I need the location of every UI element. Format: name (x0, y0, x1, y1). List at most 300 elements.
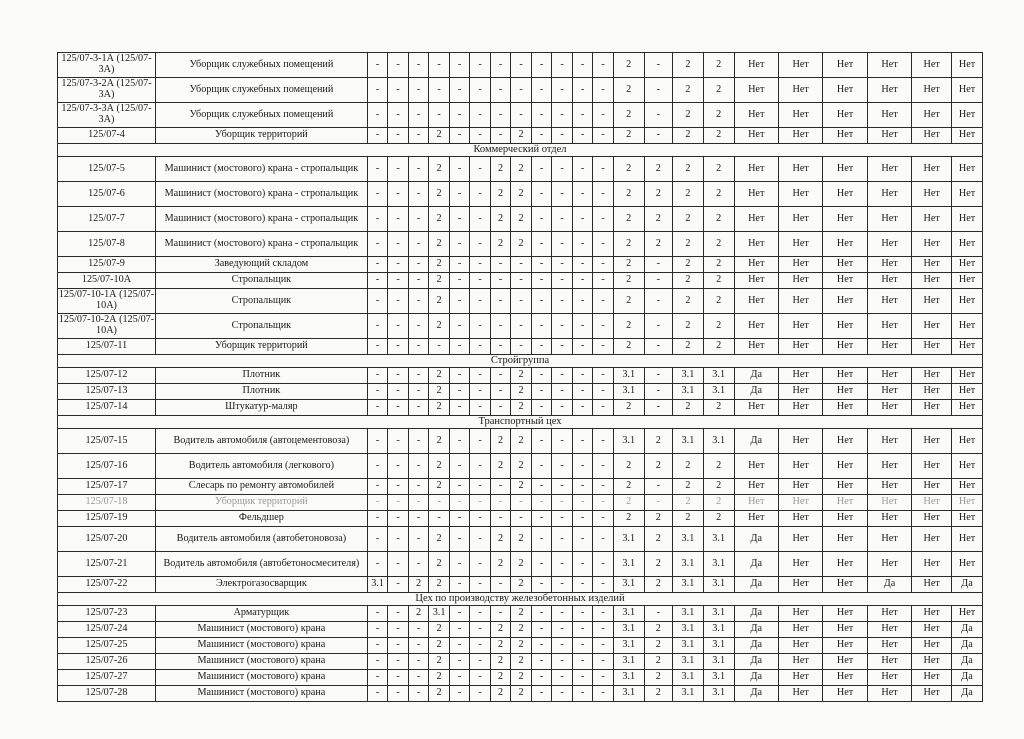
table-cell: - (572, 78, 593, 103)
table-cell: Нет (734, 314, 778, 339)
table-cell: Нет (734, 479, 778, 495)
table-cell: Нет (867, 454, 911, 479)
table-cell: Нет (778, 527, 822, 552)
table-cell: - (552, 622, 573, 638)
table-cell: - (470, 686, 491, 702)
table-cell: - (552, 495, 573, 511)
table-cell: Нет (823, 670, 867, 686)
profession-name: Уборщик служебных помещений (155, 53, 367, 78)
table-cell: Нет (867, 622, 911, 638)
table-cell: 2 (644, 207, 672, 232)
table-cell: 2 (703, 232, 734, 257)
profession-name: Водитель автомобиля (автоцементовоза) (155, 429, 367, 454)
table-cell: Нет (778, 686, 822, 702)
table-cell: - (490, 511, 511, 527)
table-cell: - (408, 53, 429, 78)
table-cell: - (388, 78, 409, 103)
section-title: Стройгруппа (58, 355, 983, 368)
table-cell: 2 (613, 78, 644, 103)
table-cell: - (367, 257, 388, 273)
table-cell: Нет (823, 686, 867, 702)
table-cell: 2 (511, 454, 532, 479)
section-title: Коммерческий отдел (58, 144, 983, 157)
table-cell: Нет (734, 339, 778, 355)
table-cell: Нет (778, 670, 822, 686)
table-cell: - (644, 53, 672, 78)
table-cell: - (490, 53, 511, 78)
table-cell: Нет (823, 232, 867, 257)
table-cell: - (593, 157, 614, 182)
workplace-code: 125/07-8 (58, 232, 156, 257)
table-cell: 3.1 (673, 429, 704, 454)
table-cell: 3.1 (613, 606, 644, 622)
table-cell: Нет (867, 182, 911, 207)
table-cell: - (470, 53, 491, 78)
table-cell: - (449, 606, 470, 622)
table-cell: - (644, 78, 672, 103)
table-cell: Нет (912, 157, 952, 182)
table-cell: - (367, 638, 388, 654)
table-cell: - (429, 495, 450, 511)
table-cell: 2 (511, 207, 532, 232)
table-cell: 2 (703, 182, 734, 207)
table-cell: - (552, 429, 573, 454)
profession-name: Уборщик территорий (155, 339, 367, 355)
table-cell: Нет (912, 654, 952, 670)
table-cell: 2 (644, 670, 672, 686)
table-cell: - (490, 479, 511, 495)
table-row (58, 606, 983, 622)
table-cell: - (552, 479, 573, 495)
profession-name: Машинист (мостового) крана (155, 638, 367, 654)
table-cell: - (552, 368, 573, 384)
workplace-code: 125/07-13 (58, 384, 156, 400)
table-cell: - (408, 454, 429, 479)
table-cell: Нет (952, 103, 983, 128)
profession-name: Машинист (мостового) крана (155, 622, 367, 638)
table-cell: - (449, 577, 470, 593)
table-cell: - (552, 654, 573, 670)
table-cell: - (449, 686, 470, 702)
table-cell: Нет (952, 289, 983, 314)
table-cell: 3.1 (613, 670, 644, 686)
table-cell: Нет (778, 207, 822, 232)
table-cell: - (408, 400, 429, 416)
table-cell: Нет (734, 182, 778, 207)
table-cell: 2 (673, 273, 704, 289)
table-cell: - (449, 232, 470, 257)
table-cell: Нет (867, 368, 911, 384)
table-cell: - (367, 495, 388, 511)
table-cell: Нет (778, 339, 822, 355)
table-cell: - (490, 257, 511, 273)
table-cell: - (388, 289, 409, 314)
table-cell: - (593, 577, 614, 593)
table-cell: - (470, 670, 491, 686)
table-cell: - (388, 207, 409, 232)
table-cell: 2 (673, 128, 704, 144)
profession-name: Стропальщик (155, 314, 367, 339)
table-cell: 2 (511, 552, 532, 577)
table-cell: Нет (867, 273, 911, 289)
table-cell: 2 (613, 314, 644, 339)
table-cell: Нет (867, 670, 911, 686)
table-cell: - (388, 552, 409, 577)
table-cell: Нет (912, 207, 952, 232)
table-cell: 3.1 (613, 577, 644, 593)
table-cell: 3.1 (673, 527, 704, 552)
table-cell: Нет (952, 495, 983, 511)
table-cell: - (408, 339, 429, 355)
table-cell: Нет (912, 384, 952, 400)
table-cell: - (449, 103, 470, 128)
table-cell: - (388, 384, 409, 400)
table-cell: - (388, 257, 409, 273)
table-cell: - (449, 454, 470, 479)
table-cell: - (408, 552, 429, 577)
table-cell: 2 (673, 479, 704, 495)
table-cell: Нет (734, 400, 778, 416)
table-cell: - (593, 552, 614, 577)
table-cell: - (367, 314, 388, 339)
table-cell: 3.1 (673, 577, 704, 593)
profession-name: Плотник (155, 368, 367, 384)
table-cell: 2 (673, 157, 704, 182)
table-cell: - (449, 654, 470, 670)
table-cell: 2 (703, 257, 734, 273)
table-cell: - (552, 232, 573, 257)
table-cell: - (388, 622, 409, 638)
table-cell: Нет (952, 606, 983, 622)
table-cell: 2 (429, 622, 450, 638)
table-cell: Нет (778, 53, 822, 78)
table-cell: - (367, 182, 388, 207)
table-cell: - (490, 103, 511, 128)
table-cell: - (449, 511, 470, 527)
profession-name: Заведующий складом (155, 257, 367, 273)
table-cell: Нет (867, 339, 911, 355)
table-cell: - (531, 527, 552, 552)
table-cell: - (470, 273, 491, 289)
table-row (58, 182, 983, 207)
workplace-code: 125/07-16 (58, 454, 156, 479)
document-sheet (57, 52, 983, 702)
table-cell: Нет (912, 314, 952, 339)
table-cell: - (572, 638, 593, 654)
table-row (58, 511, 983, 527)
table-cell: Нет (867, 654, 911, 670)
table-cell: - (593, 368, 614, 384)
table-cell: - (429, 339, 450, 355)
table-cell: Нет (823, 511, 867, 527)
table-cell: - (470, 511, 491, 527)
table-cell: Нет (823, 273, 867, 289)
table-cell: Нет (952, 257, 983, 273)
table-cell: - (367, 606, 388, 622)
table-cell: Нет (952, 527, 983, 552)
table-cell: - (429, 511, 450, 527)
table-cell: - (408, 686, 429, 702)
table-row (58, 339, 983, 355)
table-cell: 2 (703, 78, 734, 103)
table-cell: - (593, 103, 614, 128)
table-cell: Да (734, 638, 778, 654)
table-row (58, 78, 983, 103)
table-cell: - (449, 273, 470, 289)
table-cell: - (367, 368, 388, 384)
table-cell: - (367, 686, 388, 702)
table-cell: - (470, 128, 491, 144)
table-row (58, 232, 983, 257)
table-cell: 2 (490, 638, 511, 654)
table-cell: Нет (823, 479, 867, 495)
table-cell: Нет (952, 511, 983, 527)
table-cell: - (470, 207, 491, 232)
table-cell: 2 (613, 257, 644, 273)
table-cell: Да (734, 606, 778, 622)
table-cell: - (552, 128, 573, 144)
table-cell: - (552, 103, 573, 128)
table-cell: - (490, 400, 511, 416)
table-cell: - (531, 686, 552, 702)
table-cell: Да (952, 577, 983, 593)
table-cell: - (593, 207, 614, 232)
table-cell: Нет (952, 207, 983, 232)
table-cell: - (470, 157, 491, 182)
workplace-code: 125/07-10-1А (125/07-10А) (58, 289, 156, 314)
table-cell: Нет (912, 257, 952, 273)
table-cell: Нет (867, 157, 911, 182)
table-cell: - (644, 128, 672, 144)
table-cell: - (531, 103, 552, 128)
table-cell: - (449, 429, 470, 454)
table-cell: - (367, 53, 388, 78)
table-cell: 2 (703, 289, 734, 314)
table-cell: - (408, 429, 429, 454)
table-cell: 2 (644, 622, 672, 638)
table-cell: 3.1 (703, 552, 734, 577)
table-cell: Нет (734, 289, 778, 314)
table-cell: Да (734, 686, 778, 702)
table-cell: Нет (823, 78, 867, 103)
table-cell: - (449, 257, 470, 273)
table-cell: 3.1 (703, 622, 734, 638)
table-cell: - (644, 257, 672, 273)
table-cell: 2 (613, 182, 644, 207)
table-cell: - (367, 78, 388, 103)
table-cell: - (552, 157, 573, 182)
table-cell: - (552, 384, 573, 400)
table-cell: - (593, 511, 614, 527)
table-cell: 2 (429, 182, 450, 207)
table-cell: Нет (867, 53, 911, 78)
table-row (58, 686, 983, 702)
table-cell: - (552, 182, 573, 207)
workplace-code: 125/07-18 (58, 495, 156, 511)
table-cell: - (408, 289, 429, 314)
table-cell: 2 (644, 157, 672, 182)
table-cell: 2 (703, 400, 734, 416)
profession-name: Машинист (мостового) крана (155, 654, 367, 670)
table-cell: 2 (429, 552, 450, 577)
table-cell: Нет (912, 368, 952, 384)
table-cell: - (367, 622, 388, 638)
table-cell: - (490, 128, 511, 144)
table-cell: Нет (867, 495, 911, 511)
table-cell: Нет (912, 479, 952, 495)
table-cell: - (531, 273, 552, 289)
table-cell: 3.1 (703, 654, 734, 670)
table-cell: - (388, 606, 409, 622)
table-cell: 3.1 (673, 384, 704, 400)
table-cell: 3.1 (703, 527, 734, 552)
table-cell: Нет (867, 289, 911, 314)
table-cell: Нет (952, 400, 983, 416)
table-cell: Нет (867, 638, 911, 654)
table-cell: - (531, 654, 552, 670)
table-cell: Нет (823, 157, 867, 182)
table-cell: - (572, 479, 593, 495)
table-cell: - (593, 128, 614, 144)
table-cell: Нет (867, 527, 911, 552)
table-cell: Нет (823, 577, 867, 593)
table-cell: 2 (703, 157, 734, 182)
table-cell: 2 (613, 273, 644, 289)
table-cell: - (511, 103, 532, 128)
section-title: Транспортный цех (58, 416, 983, 429)
table-cell: - (593, 654, 614, 670)
table-cell: - (408, 128, 429, 144)
table-cell: Нет (952, 157, 983, 182)
table-cell: Нет (734, 53, 778, 78)
table-cell: - (593, 527, 614, 552)
table-cell: - (552, 454, 573, 479)
table-cell: - (572, 257, 593, 273)
table-cell: 3.1 (703, 577, 734, 593)
table-cell: Нет (952, 273, 983, 289)
table-cell: - (367, 128, 388, 144)
table-cell: 2 (673, 314, 704, 339)
table-cell: 2 (490, 622, 511, 638)
table-cell: Нет (734, 257, 778, 273)
table-cell: - (593, 257, 614, 273)
table-cell: Нет (778, 454, 822, 479)
table-cell: Нет (912, 670, 952, 686)
table-cell: 2 (703, 273, 734, 289)
table-cell: - (367, 273, 388, 289)
profession-name: Уборщик территорий (155, 495, 367, 511)
table-cell: - (552, 339, 573, 355)
table-cell: - (531, 400, 552, 416)
table-cell: Да (867, 577, 911, 593)
table-cell: Нет (912, 686, 952, 702)
table-cell: - (531, 606, 552, 622)
table-cell: - (388, 527, 409, 552)
table-cell: Нет (867, 686, 911, 702)
table-cell: - (552, 78, 573, 103)
table-cell: - (552, 53, 573, 78)
table-cell: - (572, 182, 593, 207)
table-cell: Нет (912, 552, 952, 577)
table-cell: 3.1 (703, 638, 734, 654)
table-cell: 3.1 (613, 368, 644, 384)
table-cell: 2 (511, 157, 532, 182)
table-cell: 2 (644, 454, 672, 479)
table-cell: - (470, 606, 491, 622)
table-cell: 2 (490, 527, 511, 552)
table-cell: Нет (952, 454, 983, 479)
table-cell: Да (734, 670, 778, 686)
table-cell: - (470, 339, 491, 355)
table-cell: - (388, 454, 409, 479)
table-cell: 3.1 (613, 527, 644, 552)
table-cell: - (572, 207, 593, 232)
table-cell: - (367, 527, 388, 552)
table-cell: 2 (511, 400, 532, 416)
workplace-code: 125/07-3-2А (125/07-3А) (58, 78, 156, 103)
table-cell: 2 (613, 103, 644, 128)
table-cell: - (572, 577, 593, 593)
table-cell: - (552, 686, 573, 702)
table-cell: 3.1 (613, 622, 644, 638)
table-cell: - (449, 479, 470, 495)
table-cell: - (552, 314, 573, 339)
table-cell: - (552, 552, 573, 577)
table-cell: Нет (778, 289, 822, 314)
table-cell: - (593, 400, 614, 416)
table-cell: - (388, 400, 409, 416)
table-cell: Нет (778, 479, 822, 495)
table-cell: Нет (867, 207, 911, 232)
table-cell: Нет (867, 400, 911, 416)
table-cell: - (531, 479, 552, 495)
table-cell: - (388, 670, 409, 686)
table-cell: - (572, 622, 593, 638)
table-cell: - (531, 182, 552, 207)
table-cell: 3.1 (703, 384, 734, 400)
table-cell: Нет (823, 257, 867, 273)
table-cell: - (644, 606, 672, 622)
workplace-code: 125/07-7 (58, 207, 156, 232)
table-cell: 2 (703, 454, 734, 479)
table-cell: 2 (511, 368, 532, 384)
table-cell: - (572, 368, 593, 384)
table-cell: - (531, 128, 552, 144)
table-cell: 3.1 (673, 638, 704, 654)
table-cell: - (490, 495, 511, 511)
table-cell: - (388, 511, 409, 527)
table-cell: - (449, 128, 470, 144)
table-cell: - (470, 454, 491, 479)
table-row (58, 495, 983, 511)
table-cell: 2 (703, 314, 734, 339)
table-cell: 2 (644, 638, 672, 654)
table-cell: - (644, 479, 672, 495)
table-cell: 2 (613, 128, 644, 144)
table-cell: Нет (778, 314, 822, 339)
table-cell: Нет (823, 495, 867, 511)
table-cell: Нет (778, 232, 822, 257)
table-cell: 2 (490, 670, 511, 686)
profession-name: Слесарь по ремонту автомобилей (155, 479, 367, 495)
table-cell: 2 (490, 232, 511, 257)
table-cell: 2 (511, 182, 532, 207)
table-cell: Да (734, 429, 778, 454)
table-cell: - (408, 103, 429, 128)
table-cell: Нет (912, 400, 952, 416)
table-cell: Нет (912, 103, 952, 128)
table-cell: 3.1 (613, 654, 644, 670)
